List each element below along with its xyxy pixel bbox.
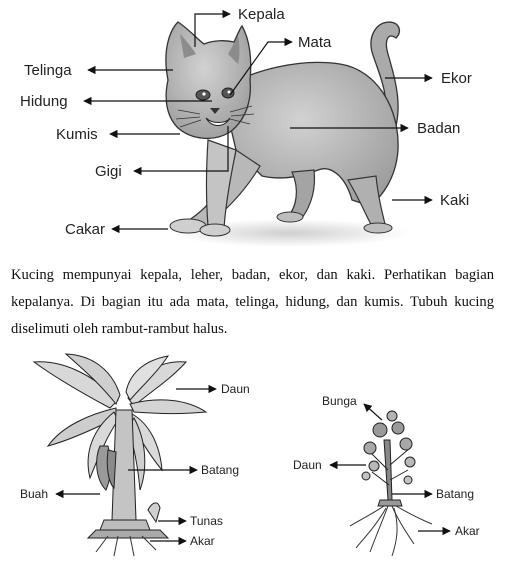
label-kepala: Kepala bbox=[238, 6, 285, 23]
label-ekor: Ekor bbox=[441, 70, 472, 87]
label-daun-pisang: Daun bbox=[221, 382, 250, 396]
label-kaki: Kaki bbox=[440, 192, 470, 209]
label-badan: Badan bbox=[417, 120, 461, 137]
cat-illustration bbox=[166, 22, 410, 247]
label-hidung: Hidung bbox=[20, 93, 68, 110]
rose-plant-illustration bbox=[350, 411, 432, 556]
label-buah: Buah bbox=[20, 487, 49, 501]
label-telinga: Telinga bbox=[24, 62, 72, 79]
label-batang-pisang: Batang bbox=[201, 463, 240, 477]
label-akar-mawar: Akar bbox=[455, 524, 480, 538]
label-bunga: Bunga bbox=[322, 394, 357, 408]
label-cakar: Cakar bbox=[65, 221, 106, 238]
label-batang-mawar: Batang bbox=[436, 487, 475, 501]
label-akar-pisang: Akar bbox=[190, 534, 215, 548]
label-gigi: Gigi bbox=[95, 163, 122, 180]
label-mata: Mata bbox=[298, 34, 332, 51]
banana-plant-illustration bbox=[34, 354, 206, 556]
label-tunas: Tunas bbox=[190, 514, 223, 528]
label-daun-mawar: Daun bbox=[293, 458, 322, 472]
label-kumis: Kumis bbox=[56, 126, 98, 143]
description-paragraph: Kucing mempunyai kepala, leher, badan, ekor, dan kaki. Perhatikan bagian kepalanya. Di bagian itu ada mata, telinga, hidung, dan kumis. Tubuh kucing diselimuti oleh rambut-rambut halus. bbox=[11, 267, 494, 337]
